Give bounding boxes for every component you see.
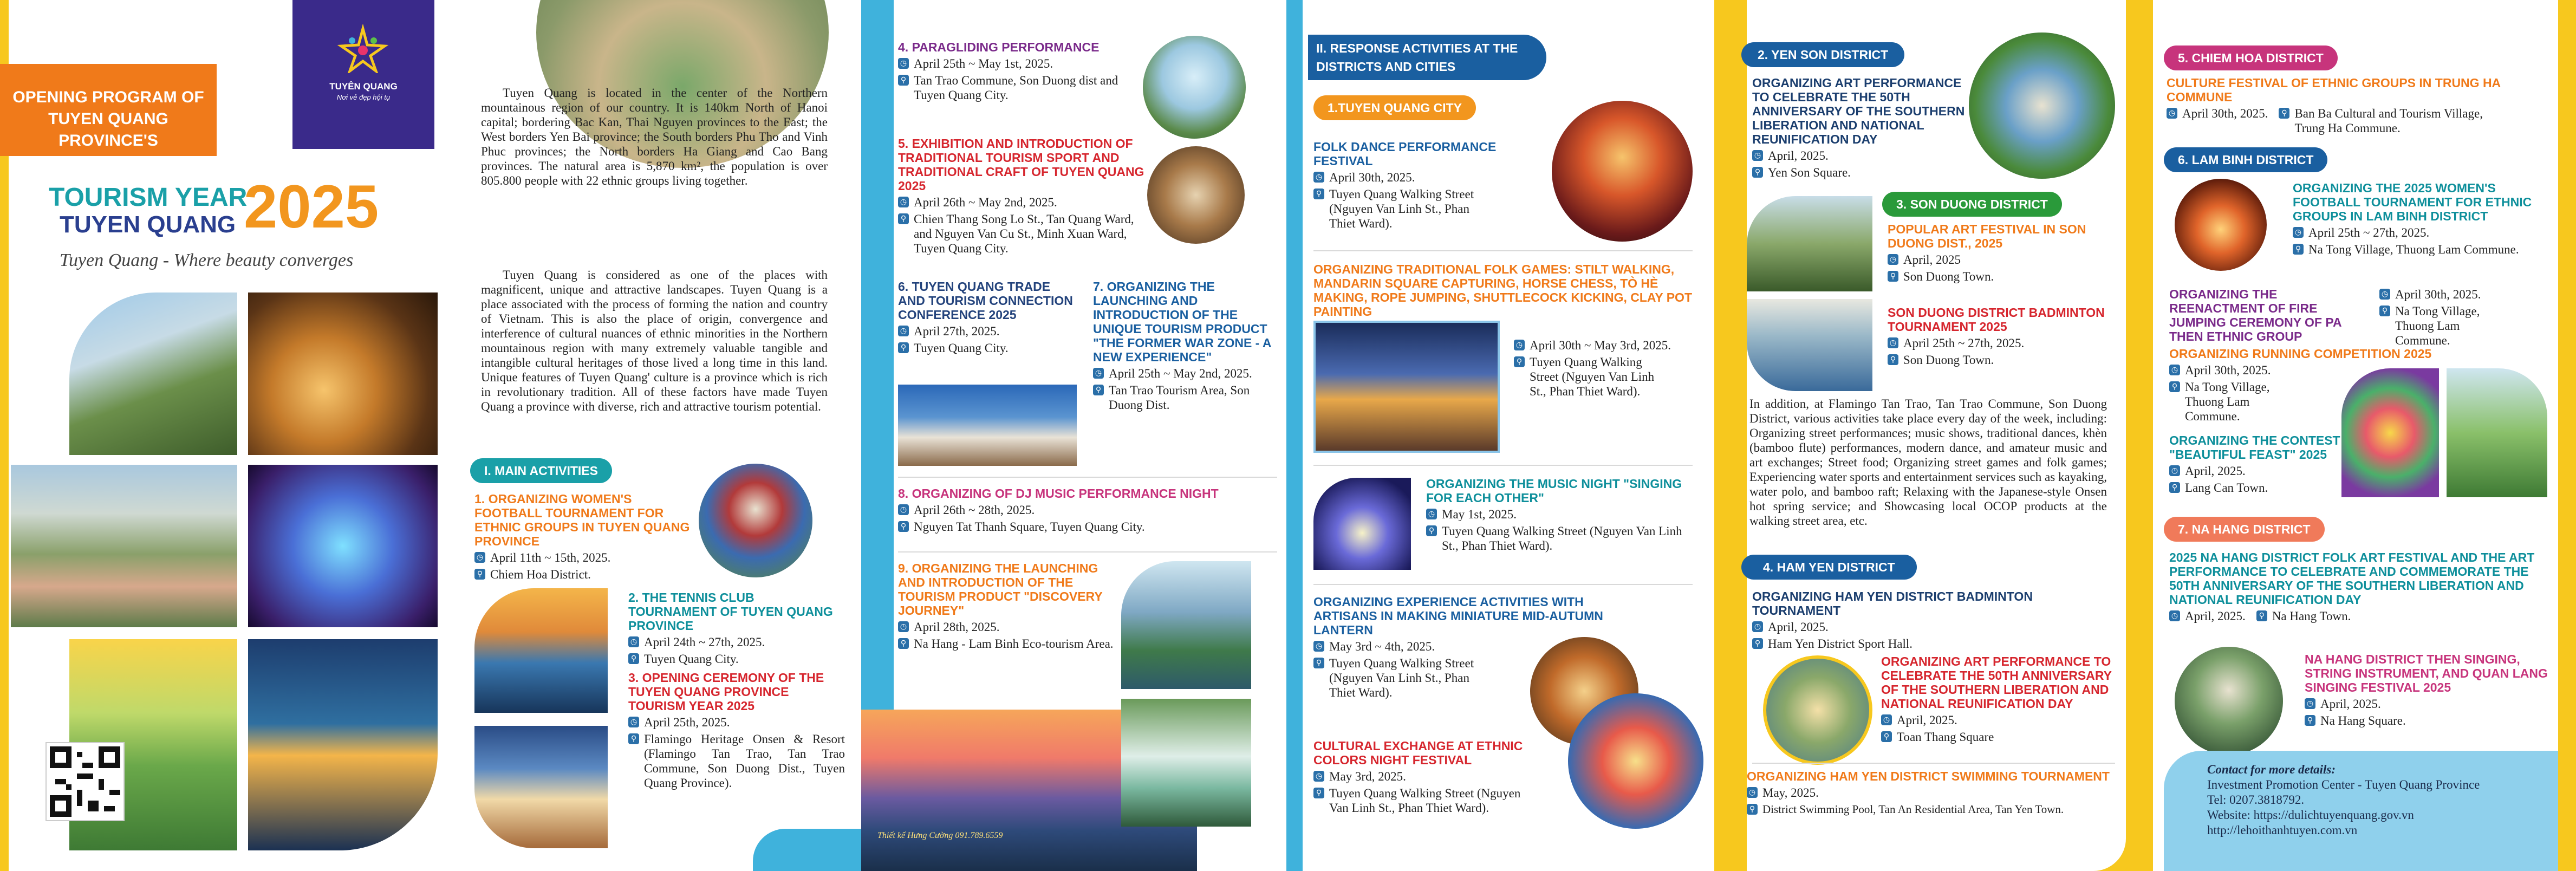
divider-3 bbox=[1313, 250, 1693, 251]
ham-yen-event-2: ORGANIZING ART PERFORMANCE TO CELEBRATE THE 50TH ANNIVERSARY OF THE SOUTHERN LIBERATION AND NATIONAL REUNIFICATION DAY ◷ April, 2025. ⚲ Toan Thang Square bbox=[1881, 654, 2112, 744]
photo-running bbox=[2447, 368, 2547, 497]
event-7: 7. ORGANIZING THE LAUNCHING AND INTRODUCTION OF THE UNIQUE TOURISM PRODUCT "THE FORMER WAR ZONE - A NEW EXPERIENCE" ◷ April 25th ~ May 2nd, 2025. ⚲ Tan Trao Tourism Area, Son Duong Dist. bbox=[1093, 280, 1271, 412]
yen-son-heading: 2. YEN SON DISTRICT bbox=[1741, 42, 1904, 67]
location-pin-icon: ⚲ bbox=[2169, 482, 2180, 493]
intro-panel bbox=[466, 0, 861, 871]
calendar-icon: ◷ bbox=[1888, 337, 1898, 348]
photo-then-singer bbox=[2175, 647, 2283, 755]
photo-ceremony bbox=[474, 726, 608, 848]
photo-lake bbox=[1121, 561, 1251, 689]
photo-tennis bbox=[474, 588, 608, 713]
event-9: 9. ORGANIZING THE LAUNCHING AND INTRODUCTION OF THE TOURISM PRODUCT "DISCOVERY JOURNEY" ◷ April 28th, 2025. ⚲ Na Hang - Lam Binh Eco-tourism Area. bbox=[898, 561, 1114, 651]
province-heading: TUYEN QUANG bbox=[60, 211, 236, 238]
location-pin-icon: ⚲ bbox=[898, 75, 909, 86]
city-event-2-meta: ◷ April 30th ~ May 3rd, 2025. ⚲ Tuyen Quang Walking Street (Nguyen Van Linh St., Phan Thiet Ward). bbox=[1514, 336, 1698, 399]
city-event-2-title: ORGANIZING TRADITIONAL FOLK GAMES: STILT WALKING, MANDARIN SQUARE CAPTURING, HORSE CHESS, TÒ HÈ MAKING, ROPE JUMPING, SHUTTLECOCK KICKING, CLAY POT PAINTING bbox=[1313, 262, 1692, 318]
chiem-hoa-event-1: CULTURE FESTIVAL OF ETHNIC GROUPS IN TRUNG HA COMMUNE ◷ April 30th, 2025. ⚲ Ban Ba Cultural and Tourism Village, Trung Ha Commune. bbox=[2167, 76, 2501, 135]
event-3: 3. OPENING CEREMONY OF THE TUYEN QUANG PROVINCE TOURISM YEAR 2025 ◷ April 25th, 2025. ⚲ Flamingo Heritage Onsen & Resort (Flamingo Tan Trao, Tan Trao Commune, Son Duong Dist., Tuyen Quang Province). bbox=[628, 671, 845, 790]
section1-heading: I. MAIN ACTIVITIES bbox=[470, 458, 612, 483]
design-credit: Thiết kế Hưng Cường 091.789.6559 bbox=[877, 831, 1003, 840]
slogan: Tuyen Quang - Where beauty converges bbox=[60, 250, 354, 270]
logo-name: TUYÊN QUANG bbox=[329, 81, 398, 92]
photo-feast bbox=[2341, 368, 2439, 497]
location-pin-icon: ⚲ bbox=[2279, 108, 2289, 119]
event-8: 8. ORGANIZING OF DJ MUSIC PERFORMANCE NIGHT ◷ April 26th ~ 28th, 2025. ⚲ Nguyen Tat Thanh Square, Tuyen Quang City. bbox=[898, 486, 1219, 534]
photo-stadium bbox=[1969, 32, 2115, 179]
event-2: 2. THE TENNIS CLUB TOURNAMENT OF TUYEN QUANG PROVINCE ◷ April 24th ~ 27th, 2025. ⚲ Tuyen Quang City. bbox=[628, 590, 833, 666]
photo-cave bbox=[248, 292, 438, 455]
calendar-icon: ◷ bbox=[1752, 150, 1763, 161]
contact-org: Investment Promotion Center - Tuyen Quang Province bbox=[2207, 778, 2480, 791]
photo-crafts bbox=[1147, 146, 1245, 244]
location-pin-icon: ⚲ bbox=[2293, 244, 2304, 255]
intro-paragraph-2: Tuyen Quang is considered as one of the places with magnificent, unique and attractive landscapes. Tuyen Quang is a place associated with the process of forming the nation and country of Vietnam. This is also the place of origin, convergence and interference of cultural nuances of ethnic minorities in the Northern mountainous region with many extremely valuable tangible and intangible cultural heritages of those lived a long time in this land. Unique features of Tuyen Quang' culture is a province which is rich in revolutionary tradition. All of these factors have made Tuyen Quang a province with diverse, rich and attractive tourism potential. bbox=[481, 268, 828, 413]
ham-yen-event-3: ORGANIZING HAM YEN DISTRICT SWIMMING TOURNAMENT ◷ May, 2025. ⚲ District Swimming Pool, Tan An Residential Area, Tan Yen Town. bbox=[1747, 769, 2110, 816]
photo-waterfall bbox=[1121, 699, 1251, 827]
calendar-icon: ◷ bbox=[1888, 254, 1898, 265]
calendar-icon: ◷ bbox=[2169, 465, 2180, 476]
calendar-icon: ◷ bbox=[1747, 787, 1758, 798]
location-pin-icon: ⚲ bbox=[1313, 188, 1324, 199]
opening-title: OPENING PROGRAM OF TUYEN QUANG PROVINCE'S bbox=[12, 88, 204, 150]
photo-football bbox=[699, 464, 812, 577]
tourism-year-heading: TOURISM YEAR bbox=[49, 183, 248, 212]
divider-1 bbox=[898, 477, 1277, 478]
photo-river-night bbox=[248, 639, 438, 850]
calendar-icon: ◷ bbox=[2305, 698, 2315, 709]
location-pin-icon: ⚲ bbox=[898, 342, 909, 353]
na-hang-heading: 7. NA HANG DISTRICT bbox=[2164, 517, 2325, 542]
contact-box bbox=[2164, 751, 2558, 871]
city-event-5: CULTURAL EXCHANGE AT ETHNIC COLORS NIGHT FESTIVAL ◷ May 3rd, 2025. ⚲ Tuyen Quang Walking Street (Nguyen Van Linh St., Phan Thiet Ward). bbox=[1313, 739, 1523, 815]
location-pin-icon: ⚲ bbox=[1426, 525, 1437, 536]
location-pin-icon: ⚲ bbox=[1313, 658, 1324, 668]
location-pin-icon: ⚲ bbox=[1093, 385, 1104, 395]
location-pin-icon: ⚲ bbox=[1752, 638, 1763, 649]
photo-folk-dance bbox=[1552, 101, 1693, 242]
city-event-3: ORGANIZING THE MUSIC NIGHT "SINGING FOR EACH OTHER" ◷ May 1st, 2025. ⚲ Tuyen Quang Walking Street (Nguyen Van Linh St., Phan Thiet Ward). bbox=[1426, 477, 1682, 552]
calendar-icon: ◷ bbox=[2379, 289, 2390, 300]
chiem-hoa-heading: 5. CHIEM HOA DISTRICT bbox=[2164, 46, 2338, 70]
photo-folk-games bbox=[1313, 321, 1500, 453]
location-pin-icon: ⚲ bbox=[474, 569, 485, 580]
contact-heading: Contact for more details: bbox=[2207, 763, 2336, 776]
event-5: 5. EXHIBITION AND INTRODUCTION OF TRADITIONAL TOURISM SPORT AND TRADITIONAL CRAFT OF TUYEN QUANG 2025 ◷ April 26th ~ May 2nd, 2025. ⚲ Chien Thang Song Lo St., Tan Quang Ward, and Nguyen Van Cu St., Minh Xuan Ward, Tuyen Quang City. bbox=[898, 136, 1144, 255]
logo-tagline: Nơi vẻ đẹp hội tụ bbox=[336, 93, 391, 101]
city-heading: 1.TUYEN QUANG CITY bbox=[1313, 95, 1476, 120]
teal-corner bbox=[753, 829, 861, 871]
calendar-icon: ◷ bbox=[1426, 509, 1437, 519]
location-pin-icon: ⚲ bbox=[2379, 306, 2390, 316]
calendar-icon: ◷ bbox=[628, 636, 639, 647]
event-1: 1. ORGANIZING WOMEN'S FOOTBALL TOURNAMENT FOR ETHNIC GROUPS IN TUYEN QUANG PROVINCE ◷ April 11th ~ 15th, 2025. ⚲ Chiem Hoa District. bbox=[474, 492, 690, 581]
event-6: 6. TUYEN QUANG TRADE AND TOURISM CONNECTION CONFERENCE 2025 ◷ April 27th, 2025. ⚲ Tuyen Quang City. bbox=[898, 280, 1073, 355]
intro-paragraph-1: Tuyen Quang is located in the center of the Northern mountainous region of our country. It is 140km North of Hanoi capital; bordering Bac Kan, Thai Nguyen provinces to the East; the West borders Yen Bai province; the South borders Phu Tho and Vinh Phuc provinces; the North borders Ha Giang and Cao Bang provinces. The natural area is 5,870 km², the population is over 805.800 people with 22 ethnic groups living together. bbox=[481, 86, 828, 187]
na-hang-event-2: NA HANG DISTRICT THEN SINGING, STRING INSTRUMENT, AND QUAN LANG SINGING FESTIVAL 2025 ◷ April, 2025. ⚲ Na Hang Square. bbox=[2305, 652, 2548, 727]
city-panel bbox=[1286, 0, 1714, 871]
calendar-icon: ◷ bbox=[898, 504, 909, 515]
contact-tel: Tel: 0207.3818792. bbox=[2207, 793, 2305, 807]
calendar-icon: ◷ bbox=[1093, 368, 1104, 379]
na-hang-event-1: 2025 NA HANG DISTRICT FOLK ART FESTIVAL AND THE ART PERFORMANCE TO CELEBRATE AND COMMEMORATE THE 50TH ANNIVERSARY OF THE SOUTHERN LIBERATION AND NATIONAL REUNIFICATION DAY ◷ April, 2025. ⚲ Na Hang Town. bbox=[2169, 550, 2535, 623]
son-duong-event-2: SON DUONG DISTRICT BADMINTON TOURNAMENT 2025 ◷ April 25th ~ 27th, 2025. ⚲ Son Duong Town. bbox=[1888, 306, 2105, 367]
photo-art-festival bbox=[1747, 196, 1872, 291]
calendar-icon: ◷ bbox=[1313, 641, 1324, 652]
photo-square bbox=[1763, 655, 1872, 765]
location-pin-icon: ⚲ bbox=[628, 733, 639, 744]
divider-6 bbox=[1752, 763, 2115, 764]
location-pin-icon: ⚲ bbox=[628, 653, 639, 664]
calendar-icon: ◷ bbox=[898, 197, 909, 207]
photo-paraglide bbox=[1143, 36, 1246, 139]
location-pin-icon: ⚲ bbox=[1514, 356, 1525, 367]
calendar-icon: ◷ bbox=[474, 552, 485, 563]
photo-resort bbox=[11, 465, 237, 627]
divider-5 bbox=[1313, 584, 1693, 585]
contact-website-2[interactable]: http://lehoithanhtuyen.com.vn bbox=[2207, 823, 2358, 837]
logo-box bbox=[292, 0, 434, 149]
city-event-1: FOLK DANCE PERFORMANCE FESTIVAL ◷ April 30th, 2025. ⚲ Tuyen Quang Walking Street (Nguyen Van Linh St., Phan Thiet Ward). bbox=[1313, 140, 1497, 230]
calendar-icon: ◷ bbox=[898, 58, 909, 69]
districts-panel bbox=[1714, 0, 2142, 871]
son-duong-heading: 3. SON DUONG DISTRICT bbox=[1882, 192, 2062, 217]
qr-code bbox=[47, 743, 123, 820]
qr-pattern-icon bbox=[50, 746, 120, 817]
sky-top-left bbox=[1286, 0, 1303, 871]
divider-4 bbox=[1313, 465, 1693, 466]
photo-conference bbox=[898, 385, 1077, 466]
calendar-icon: ◷ bbox=[2293, 227, 2304, 238]
lam-binh-heading: 6. LAM BINH DISTRICT bbox=[2164, 147, 2327, 172]
location-pin-icon: ⚲ bbox=[2305, 715, 2315, 726]
location-pin-icon: ⚲ bbox=[898, 638, 909, 649]
event-4: 4. PARAGLIDING PERFORMANCE ◷ April 25th ~ May 1st, 2025. ⚲ Tan Trao Commune, Son Duong dist and Tuyen Quang City. bbox=[898, 40, 1118, 102]
location-pin-icon: ⚲ bbox=[1747, 804, 1758, 815]
location-pin-icon: ⚲ bbox=[2256, 610, 2267, 621]
districts-panel-2 bbox=[2142, 0, 2576, 871]
yellow-right-edge bbox=[2558, 0, 2576, 871]
ham-yen-event-1: ORGANIZING HAM YEN DISTRICT BADMINTON TOURNAMENT ◷ April, 2025. ⚲ Ham Yen District Sport Hall. bbox=[1752, 589, 2033, 651]
photo-lantern bbox=[248, 465, 438, 627]
events-panel bbox=[861, 0, 1286, 871]
calendar-icon: ◷ bbox=[1881, 714, 1892, 725]
divider-2 bbox=[898, 551, 1277, 552]
logo-star-icon bbox=[336, 24, 390, 73]
son-duong-event-1: POPULAR ART FESTIVAL IN SON DUONG DIST., 2025 ◷ April, 2025 ⚲ Son Duong Town. bbox=[1888, 222, 2086, 283]
location-pin-icon: ⚲ bbox=[1313, 788, 1324, 798]
lam-binh-event-2: ORGANIZING THE REENACTMENT OF FIRE JUMPING CEREMONY OF PA THEN ETHNIC GROUP ◷ April 30th, 2025. ⚲ Na Tong Village, Thuong Lam Commune. bbox=[2169, 287, 2481, 347]
lam-binh-event-4: ORGANIZING THE CONTEST "BEAUTIFUL FEAST" 2025 ◷ April, 2025. ⚲ Lang Can Town. bbox=[2169, 433, 2340, 495]
ham-yen-heading: 4. HAM YEN DISTRICT bbox=[1741, 555, 1917, 580]
calendar-icon: ◷ bbox=[2169, 610, 2180, 621]
photo-fire-jumping bbox=[2175, 179, 2267, 271]
calendar-icon: ◷ bbox=[2169, 365, 2180, 375]
contact-website-1[interactable]: Website: https://dulichtuyenquang.gov.vn bbox=[2207, 808, 2414, 822]
photo-singers bbox=[69, 292, 237, 455]
photo-badminton bbox=[1747, 299, 1872, 391]
photo-music-night bbox=[1313, 478, 1411, 570]
lam-binh-event-3: ORGANIZING RUNNING COMPETITION 2025 ◷ April 30th, 2025. ⚲ Na Tong Village, Thuong Lam Commune. bbox=[2169, 347, 2432, 423]
yen-son-event-1: ORGANIZING ART PERFORMANCE TO CELEBRATE THE 50TH ANNIVERSARY OF THE SOUTHERN LIBERATION AND NATIONAL REUNIFICATION DAY ◷ April, 2025. ⚲ Yen Son Square. bbox=[1752, 76, 1965, 179]
calendar-icon: ◷ bbox=[1313, 771, 1324, 782]
location-pin-icon: ⚲ bbox=[1888, 354, 1898, 365]
yellow-left-edge bbox=[2142, 0, 2153, 871]
calendar-icon: ◷ bbox=[898, 621, 909, 632]
year-heading: 2025 bbox=[244, 173, 379, 240]
cover-panel bbox=[0, 0, 466, 871]
calendar-icon: ◷ bbox=[898, 326, 909, 336]
location-pin-icon: ⚲ bbox=[1752, 167, 1763, 178]
location-pin-icon: ⚲ bbox=[1888, 271, 1898, 282]
location-pin-icon: ⚲ bbox=[1881, 731, 1892, 742]
calendar-icon: ◷ bbox=[2167, 108, 2177, 119]
location-pin-icon: ⚲ bbox=[2169, 381, 2180, 392]
son-duong-paragraph: In addition, at Flamingo Tan Trao, Tan Trao Commune, Son Duong District, various activities take place every day of the week, including: Organizing street performances; music shows, traditional dances, khèn (bamboo flute) performances, modern dance, and amateur music and art exchanges; Street food; Organizing street games and folk games; Experiencing water sports and entertainment services such as kayaking, water polo, and bamboo raft; Relaxing with the Japanese-style Onsen hot spring service; and Showcasing local OCOP products at the walking street area, etc. bbox=[1749, 397, 2107, 528]
section2-heading: II. RESPONSE ACTIVITIES AT THE DISTRICTS AND CITIES bbox=[1316, 41, 1518, 74]
calendar-icon: ◷ bbox=[1752, 621, 1763, 632]
city-event-4: ORGANIZING EXPERIENCE ACTIVITIES WITH ARTISANS IN MAKING MINIATURE MID-AUTUMN LANTERN ◷ May 3rd ~ 4th, 2025. ⚲ Tuyen Quang Walking Street (Nguyen Van Linh St., Phan Thiet Ward). bbox=[1313, 595, 1603, 699]
calendar-icon: ◷ bbox=[1514, 340, 1525, 350]
location-pin-icon: ⚲ bbox=[898, 521, 909, 532]
calendar-icon: ◷ bbox=[1313, 172, 1324, 183]
lam-binh-event-1: ORGANIZING THE 2025 WOMEN'S FOOTBALL TOURNAMENT FOR ETHNIC GROUPS IN LAM BINH DISTRICT ◷ April 25th ~ 27th, 2025. ⚲ Na Tong Village, Thuong Lam Commune. bbox=[2293, 181, 2532, 256]
location-pin-icon: ⚲ bbox=[898, 213, 909, 224]
photo-ethnic-colors bbox=[1568, 693, 1703, 829]
calendar-icon: ◷ bbox=[628, 717, 639, 727]
